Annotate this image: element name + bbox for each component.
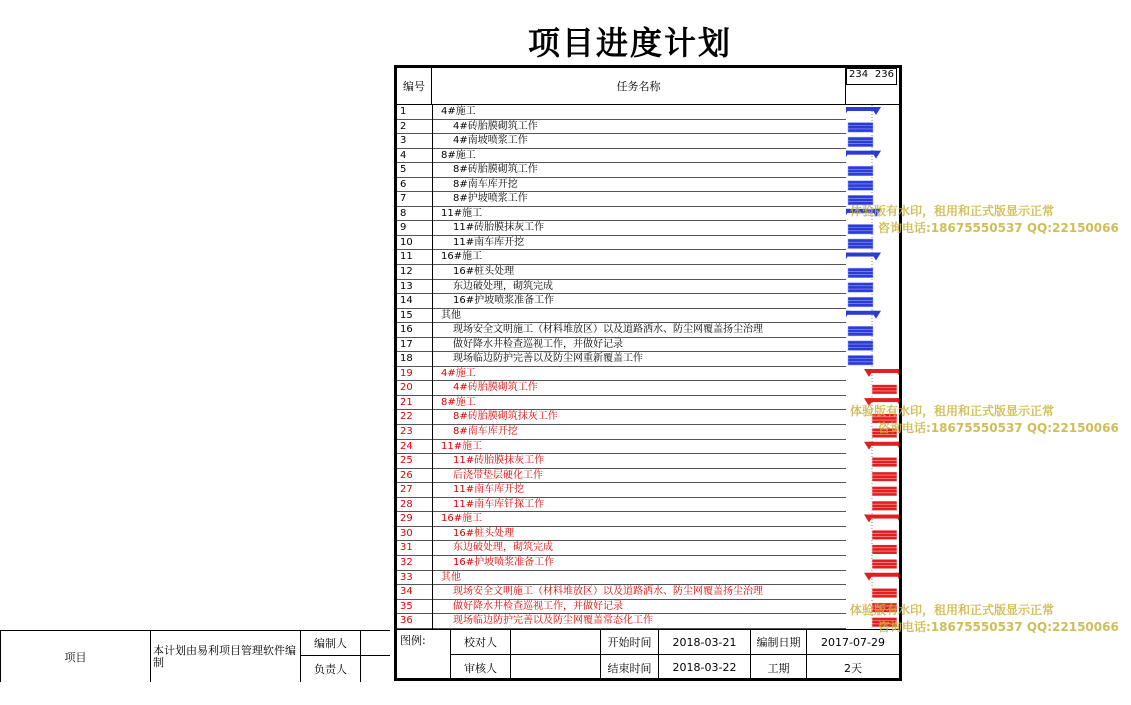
task-id: 3 [400, 135, 407, 147]
gantt-task-bar [848, 326, 873, 336]
task-row[interactable] [397, 163, 846, 178]
task-row[interactable] [397, 541, 846, 556]
checker-value[interactable] [511, 630, 601, 655]
task-row[interactable] [397, 134, 846, 149]
task-row[interactable] [397, 440, 846, 455]
gantt-task-bar [872, 501, 897, 511]
task-id: 8 [400, 207, 407, 219]
task-id: 1 [400, 106, 407, 117]
task-name: 做好降水井检查巡视工作，并做好记录 [453, 338, 623, 350]
task-row[interactable] [397, 410, 846, 425]
task-id: 18 [400, 353, 413, 365]
gantt-task-bar [872, 530, 897, 540]
compile-date-label: 编制日期 [751, 630, 807, 655]
task-id: 19 [400, 367, 413, 379]
task-id: 17 [400, 338, 413, 350]
task-row[interactable] [397, 352, 846, 367]
task-name: 其他 [441, 309, 461, 321]
task-row[interactable] [397, 280, 846, 295]
task-row[interactable] [397, 236, 846, 251]
task-id: 27 [400, 484, 413, 496]
task-row[interactable] [397, 512, 846, 527]
task-row[interactable] [397, 469, 846, 484]
task-name: 16#施工 [441, 513, 483, 525]
task-row[interactable] [397, 338, 846, 353]
task-name: 现场安全文明施工（材料堆放区）以及道路洒水、防尘网覆盖扬尘治理 [453, 586, 763, 598]
owner-value[interactable] [360, 656, 390, 682]
timescale-end: 236 [874, 69, 894, 80]
gantt-summary-end [871, 151, 881, 159]
gantt-task-bar [872, 486, 897, 496]
task-id: 16 [400, 324, 413, 336]
gantt-task-bar [872, 588, 897, 598]
task-row[interactable] [397, 367, 846, 382]
watermark-line2: 咨询电话:18675550537 QQ:22150066 [878, 221, 1119, 235]
software-note: 本计划由易利项目管理软件编制 [150, 630, 300, 682]
task-name-column-header: 任务名称 [432, 68, 846, 105]
task-name: 16#桩头处理 [453, 527, 515, 539]
task-id: 9 [400, 222, 407, 234]
task-name: 做好降水井检查巡视工作，并做好记录 [453, 600, 623, 612]
task-name: 4#砖胎膜砌筑工作 [453, 382, 538, 394]
task-name: 11#施工 [441, 440, 483, 452]
task-name: 11#南车库钎探工作 [453, 498, 545, 510]
task-row[interactable] [397, 600, 846, 615]
task-id: 12 [400, 266, 413, 278]
gantt-task-bar [848, 341, 873, 351]
task-id: 28 [400, 498, 413, 510]
timescale-start: 234 [849, 69, 869, 80]
task-id: 10 [400, 236, 413, 248]
task-row[interactable] [397, 381, 846, 396]
gantt-task-bar [872, 457, 897, 467]
compiler-value[interactable] [360, 630, 390, 656]
checker-label: 校对人 [451, 630, 511, 655]
task-row[interactable] [397, 221, 846, 236]
timescale-ticks [846, 68, 897, 85]
task-row[interactable] [397, 614, 846, 629]
task-id: 4 [400, 149, 407, 161]
task-name: 16#护坡喷浆准备工作 [453, 295, 555, 307]
task-row[interactable] [397, 323, 846, 338]
task-name: 11#南车库开挖 [453, 236, 525, 248]
task-name: 东边破处理，砌筑完成 [453, 280, 553, 292]
gantt-task-bar [848, 166, 873, 176]
gantt-task-bar [848, 224, 873, 234]
task-name: 其他 [441, 571, 461, 583]
task-list [397, 105, 846, 629]
task-name: 16#桩头处理 [453, 266, 515, 278]
reviewer-value[interactable] [511, 655, 601, 680]
gantt-chart [846, 105, 899, 629]
task-id: 29 [400, 513, 413, 525]
task-name: 8#砖胎膜砌筑工作 [453, 164, 538, 176]
gantt-task-bar [848, 123, 873, 133]
task-name: 4#施工 [441, 106, 476, 117]
task-row[interactable] [397, 454, 846, 469]
compiler-label: 编制人 [300, 630, 360, 656]
task-name: 东边破处理，砌筑完成 [453, 542, 553, 554]
task-name: 4#南坡喷浆工作 [453, 135, 528, 147]
gantt-task-bar [848, 137, 873, 147]
task-row[interactable] [397, 396, 846, 411]
duration-label: 工期 [751, 655, 807, 680]
task-row[interactable] [397, 294, 846, 309]
task-row[interactable] [397, 571, 846, 586]
task-id: 7 [400, 193, 407, 205]
gantt-task-bar [848, 268, 873, 278]
project-label: 项目 [0, 630, 150, 682]
task-row[interactable] [397, 498, 846, 513]
end-time-label: 结束时间 [601, 655, 659, 680]
task-id: 15 [400, 309, 413, 321]
task-row[interactable] [397, 105, 846, 120]
gantt-task-bar [872, 559, 897, 569]
gantt-task-bar [872, 545, 897, 555]
task-id: 6 [400, 178, 407, 190]
task-id: 23 [400, 426, 413, 438]
task-row[interactable] [397, 527, 846, 542]
task-row[interactable] [397, 149, 846, 164]
task-id: 30 [400, 527, 413, 539]
task-id: 24 [400, 440, 413, 452]
task-id: 34 [400, 586, 413, 598]
task-name: 8#施工 [441, 396, 476, 408]
legend-label: 图例: [397, 630, 451, 680]
end-time-value: 2018-03-22 [659, 655, 751, 680]
watermark-line2-b: 咨询电话:18675550537 QQ:22150066 [878, 421, 1119, 435]
gantt-task-bar [848, 239, 873, 249]
gantt-task-bar [848, 355, 873, 365]
id-column-divider [432, 105, 433, 629]
task-name: 11#施工 [441, 207, 483, 219]
start-time-value: 2018-03-21 [659, 630, 751, 655]
start-time-label: 开始时间 [601, 630, 659, 655]
task-name: 现场临边防护完善以及防尘网重新覆盖工作 [453, 353, 643, 365]
task-row[interactable] [397, 250, 846, 265]
task-row[interactable] [397, 120, 846, 135]
task-id: 31 [400, 542, 413, 554]
task-name: 8#护坡喷浆工作 [453, 193, 528, 205]
owner-label: 负责人 [300, 656, 360, 682]
task-id: 20 [400, 382, 413, 394]
compile-date-value: 2017-07-29 [807, 630, 899, 655]
watermark-line2-c: 咨询电话:18675550537 QQ:22150066 [878, 620, 1119, 634]
task-name: 8#砖胎膜砌筑抹灰工作 [453, 411, 558, 423]
task-row[interactable] [397, 556, 846, 571]
task-name: 4#砖胎膜砌筑工作 [453, 120, 538, 132]
task-id: 35 [400, 600, 413, 612]
gantt-task-bar [872, 385, 897, 395]
task-name: 16#施工 [441, 251, 483, 263]
task-name: 现场临边防护完善以及防尘网覆盖常态化工作 [453, 615, 653, 627]
schedule-footer [397, 630, 899, 680]
task-name: 11#砖胎膜抹灰工作 [453, 455, 545, 467]
task-row[interactable] [397, 309, 846, 324]
task-name: 16#护坡喷浆准备工作 [453, 556, 555, 568]
task-name: 8#施工 [441, 149, 476, 161]
task-id: 5 [400, 164, 407, 176]
task-name: 4#施工 [441, 367, 476, 379]
page-title: 项目进度计划 [527, 24, 732, 62]
duration-value: 2天 [844, 661, 862, 675]
task-id: 21 [400, 396, 413, 408]
watermark-line1: 体验版有水印，租用和正式版显示正常 [850, 204, 1055, 218]
task-id: 14 [400, 295, 413, 307]
task-row[interactable] [397, 265, 846, 280]
task-name: 现场安全文明施工（材料堆放区）以及道路洒水、防尘网覆盖扬尘治理 [453, 324, 763, 336]
gantt-task-bar [848, 297, 873, 307]
task-name: 11#南车库开挖 [453, 484, 525, 496]
task-name: 8#南车库开挖 [453, 426, 518, 438]
task-row[interactable] [397, 483, 846, 498]
watermark-line1-c: 体验版有水印，租用和正式版显示正常 [850, 603, 1055, 617]
task-row[interactable] [397, 425, 846, 440]
watermark-line1-b: 体验版有水印，租用和正式版显示正常 [850, 404, 1055, 418]
task-id: 22 [400, 411, 413, 423]
gantt-task-bar [848, 181, 873, 191]
task-id: 11 [400, 251, 413, 263]
task-row[interactable] [397, 207, 846, 222]
task-id: 32 [400, 556, 413, 568]
task-id: 2 [400, 120, 407, 132]
signature-table [0, 630, 390, 682]
task-name: 11#砖胎膜抹灰工作 [453, 222, 545, 234]
task-row[interactable] [397, 192, 846, 207]
task-row[interactable] [397, 585, 846, 600]
task-name: 8#南车库开挖 [453, 178, 518, 190]
task-row[interactable] [397, 178, 846, 193]
task-name: 后浇带垫层硬化工作 [453, 469, 543, 481]
gantt-task-bar [872, 472, 897, 482]
task-id: 33 [400, 571, 413, 583]
task-id: 26 [400, 469, 413, 481]
task-id: 13 [400, 280, 413, 292]
task-id: 25 [400, 455, 413, 467]
gantt-task-bar [848, 283, 873, 293]
task-id: 36 [400, 615, 413, 627]
reviewer-label: 审核人 [451, 655, 511, 680]
id-column-header: 编号 [397, 68, 432, 105]
